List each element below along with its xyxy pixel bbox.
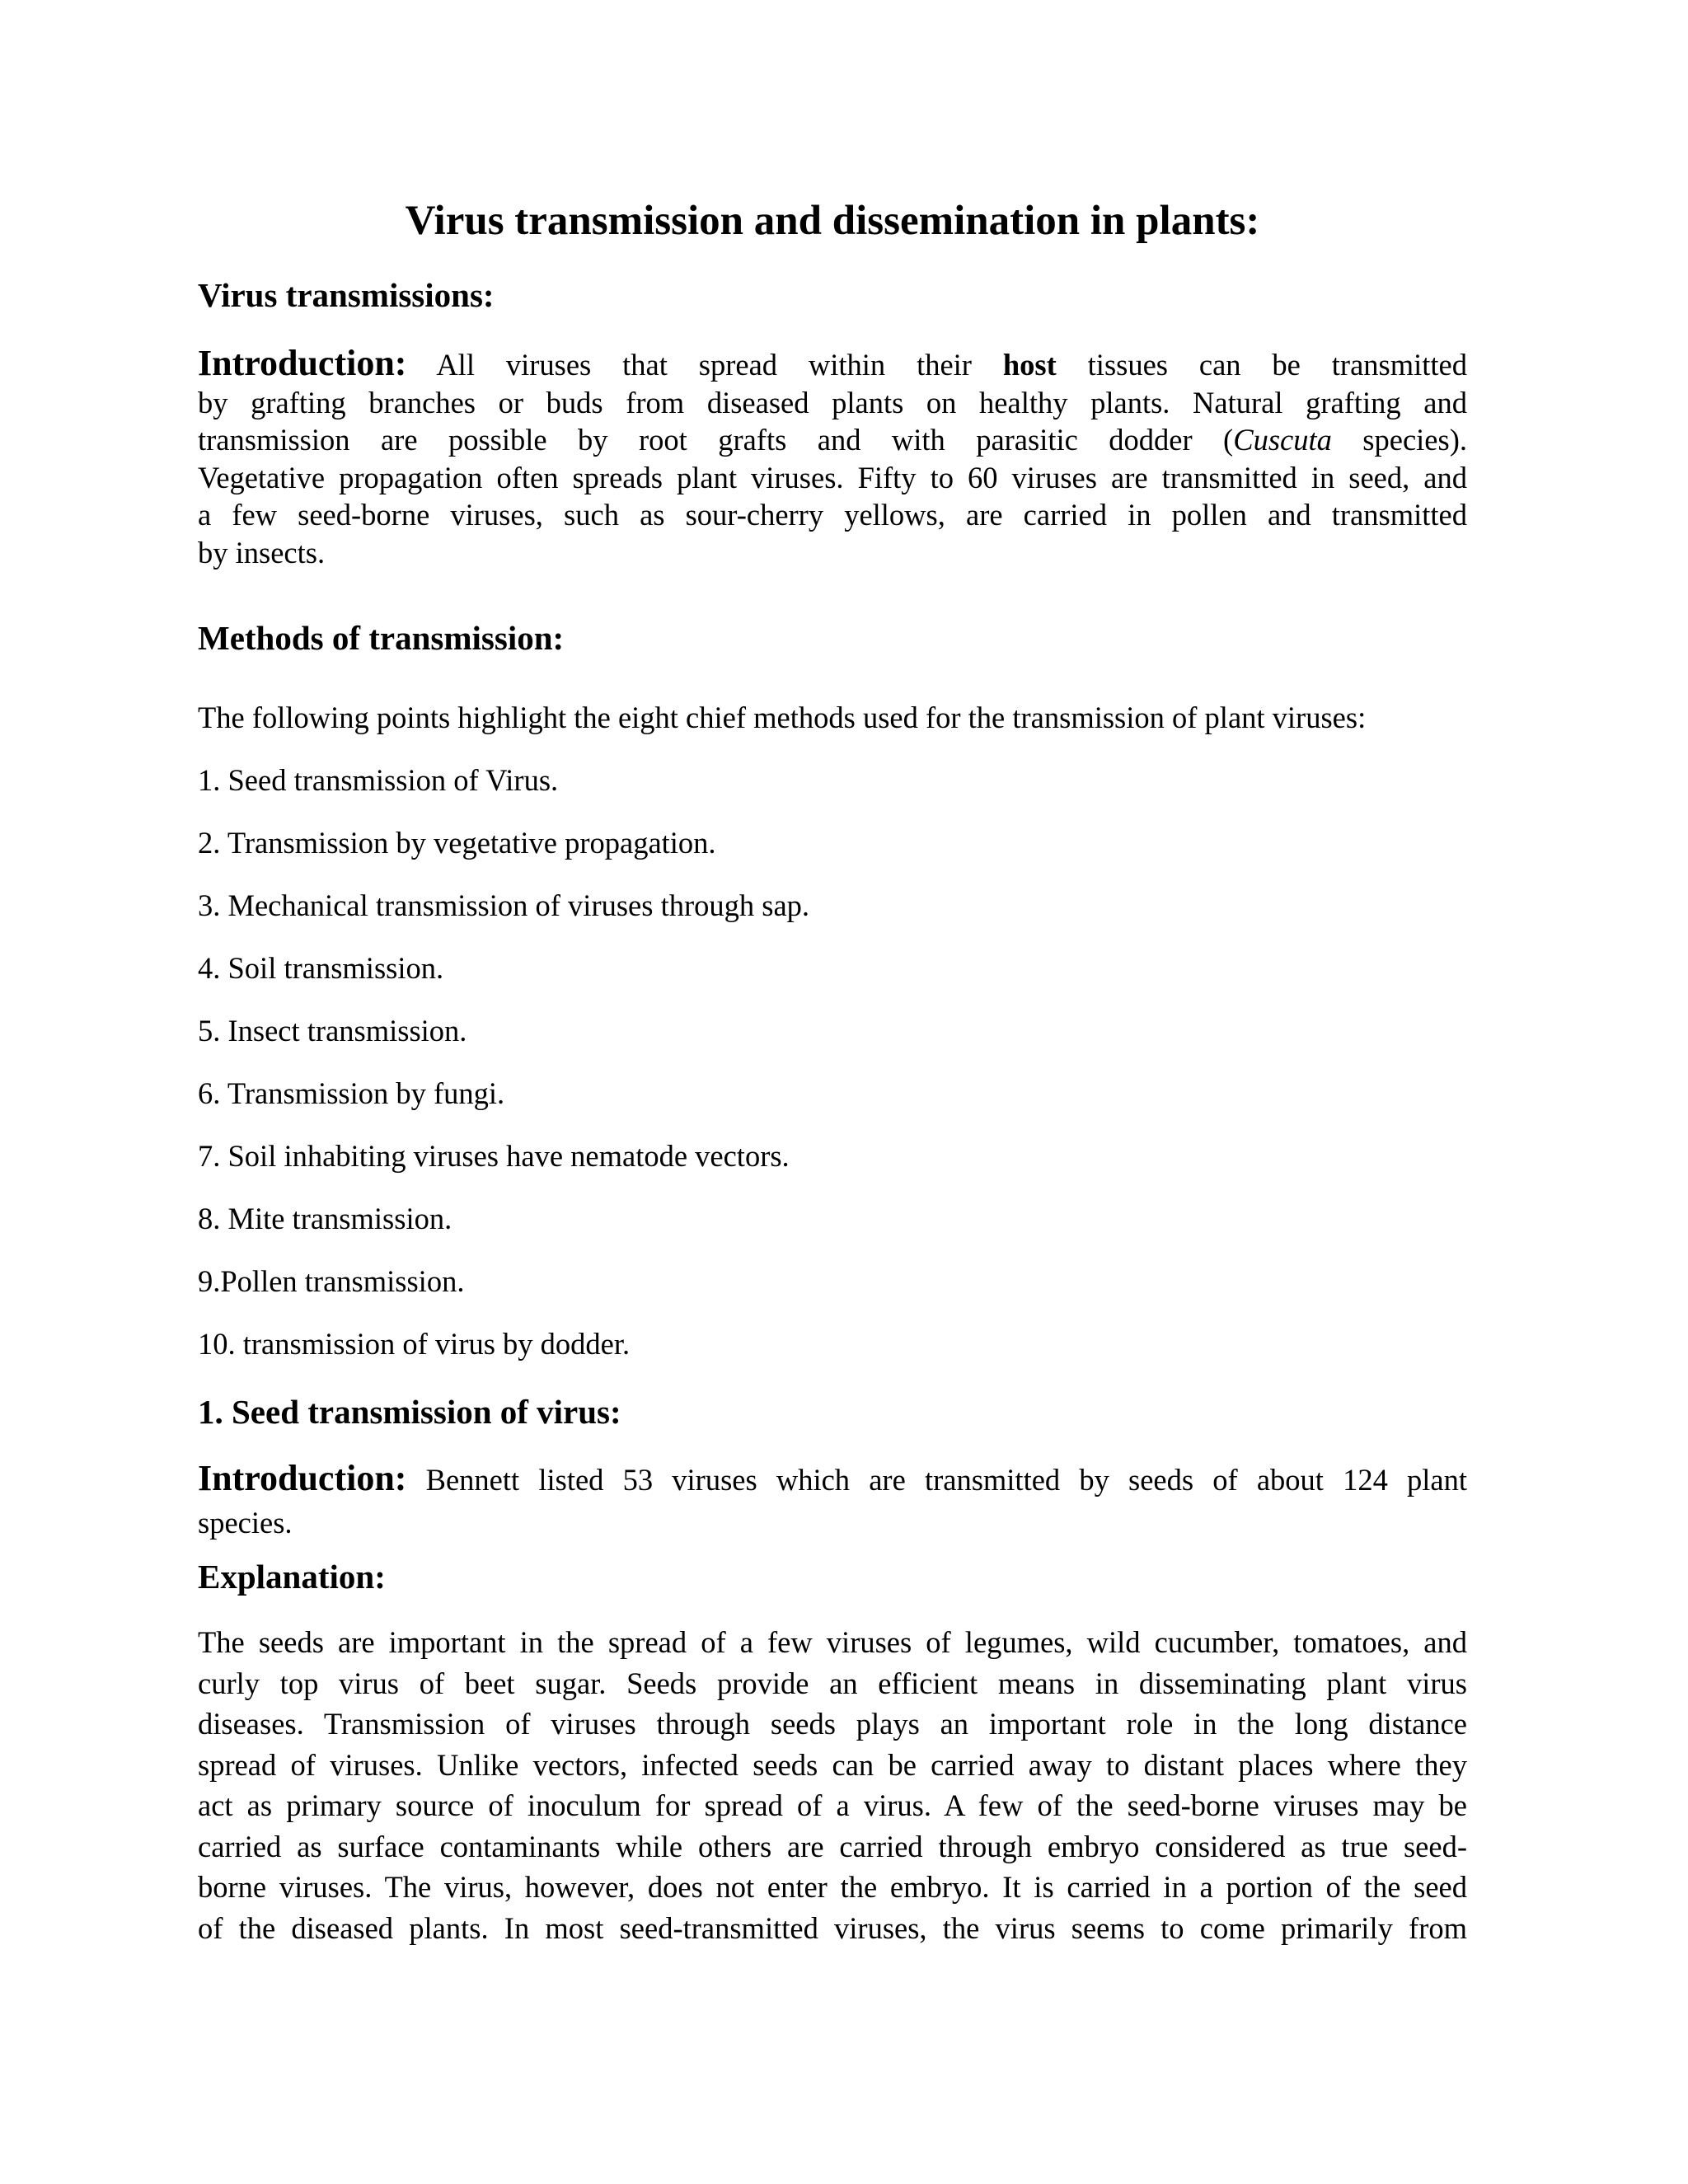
list-item: 8. Mite transmission. bbox=[198, 1202, 452, 1235]
intro-line-1: Introduction: All viruses that spread within their host tissues can be transmitted bbox=[198, 343, 1467, 383]
list-item: 6. Transmission by fungi. bbox=[198, 1076, 505, 1110]
intro-line-4: Vegetative propagation often spreads plant viruses. Fifty to 60 viruses are transmitted in seed, and bbox=[198, 460, 1467, 494]
explanation-line: spread of viruses. Unlike vectors, infected seeds can be carried away to distant places where they bbox=[198, 1747, 1467, 1782]
explanation-line: carried as surface contaminants while others are carried through embryo considered as true seed- bbox=[198, 1829, 1467, 1863]
intro-line-5: a few seed-borne viruses, such as sour-cherry yellows, are carried in pollen and transmitted bbox=[198, 498, 1467, 532]
intro-line-6: by insects. bbox=[198, 535, 326, 569]
cuscuta-term: Cuscuta bbox=[1233, 423, 1332, 457]
intro-line-3: transmission are possible by root grafts and with parasitic dodder (Cuscuta species). bbox=[198, 423, 1467, 457]
list-item: 10. transmission of virus by dodder. bbox=[198, 1327, 631, 1361]
explanation-line: diseases. Transmission of viruses through seeds plays an important role in the long distance bbox=[198, 1707, 1467, 1741]
list-item: 5. Insect transmission. bbox=[198, 1014, 467, 1047]
seed-intro-line-1: Introduction: Bennett listed 53 viruses which are transmitted by seeds of about 124 plant bbox=[198, 1458, 1468, 1498]
intro-lead: Introduction: bbox=[198, 343, 407, 383]
methods-heading: Methods of transmission: bbox=[198, 619, 565, 657]
list-item: 7. Soil inhabiting viruses have nematode vectors. bbox=[198, 1139, 790, 1173]
list-item: 9.Pollen transmission. bbox=[198, 1264, 465, 1298]
intro-line-2: by grafting branches or buds from diseased plants on healthy plants. Natural grafting and bbox=[198, 385, 1467, 419]
host-term: host bbox=[1002, 348, 1057, 382]
list-item: 3. Mechanical transmission of viruses through sap. bbox=[198, 888, 810, 922]
explanation-line: The seeds are important in the spread of a few viruses of legumes, wild cucumber, tomatoes, and bbox=[198, 1625, 1467, 1659]
seed-transmission-heading: 1. Seed transmission of virus: bbox=[198, 1393, 621, 1431]
explanation-heading: Explanation: bbox=[198, 1558, 386, 1596]
document-page bbox=[198, 0, 1467, 2184]
explanation-line: borne viruses. The virus, however, does not enter the embryo. It is carried in a portion of the seed bbox=[198, 1870, 1467, 1904]
explanation-line: act as primary source of inoculum for spread of a virus. A few of the seed-borne viruses may be bbox=[198, 1788, 1467, 1822]
document-title: Virus transmission and dissemination in plants: bbox=[405, 198, 1260, 244]
list-item: 4. Soil transmission. bbox=[198, 951, 444, 985]
explanation-paragraph bbox=[198, 1622, 1467, 1948]
seed-intro-lead: Introduction: bbox=[198, 1458, 407, 1498]
explanation-line: of the diseased plants. In most seed-transmitted viruses, the virus seems to come primarily from bbox=[198, 1910, 1467, 1945]
seed-intro-paragraph bbox=[198, 1457, 1467, 1544]
section-heading-virus-transmissions: Virus transmissions: bbox=[198, 276, 495, 314]
methods-lead-in: The following points highlight the eight chief methods used for the transmission of plant viruses: bbox=[198, 701, 1367, 734]
intro-paragraph bbox=[198, 344, 1467, 571]
list-item: 2. Transmission by vegetative propagation. bbox=[198, 826, 716, 860]
list-item: 1. Seed transmission of Virus. bbox=[198, 763, 559, 797]
explanation-line: curly top virus of beet sugar. Seeds provide an efficient means in disseminating plant virus bbox=[198, 1666, 1467, 1700]
seed-intro-line-2: species. bbox=[198, 1506, 293, 1540]
